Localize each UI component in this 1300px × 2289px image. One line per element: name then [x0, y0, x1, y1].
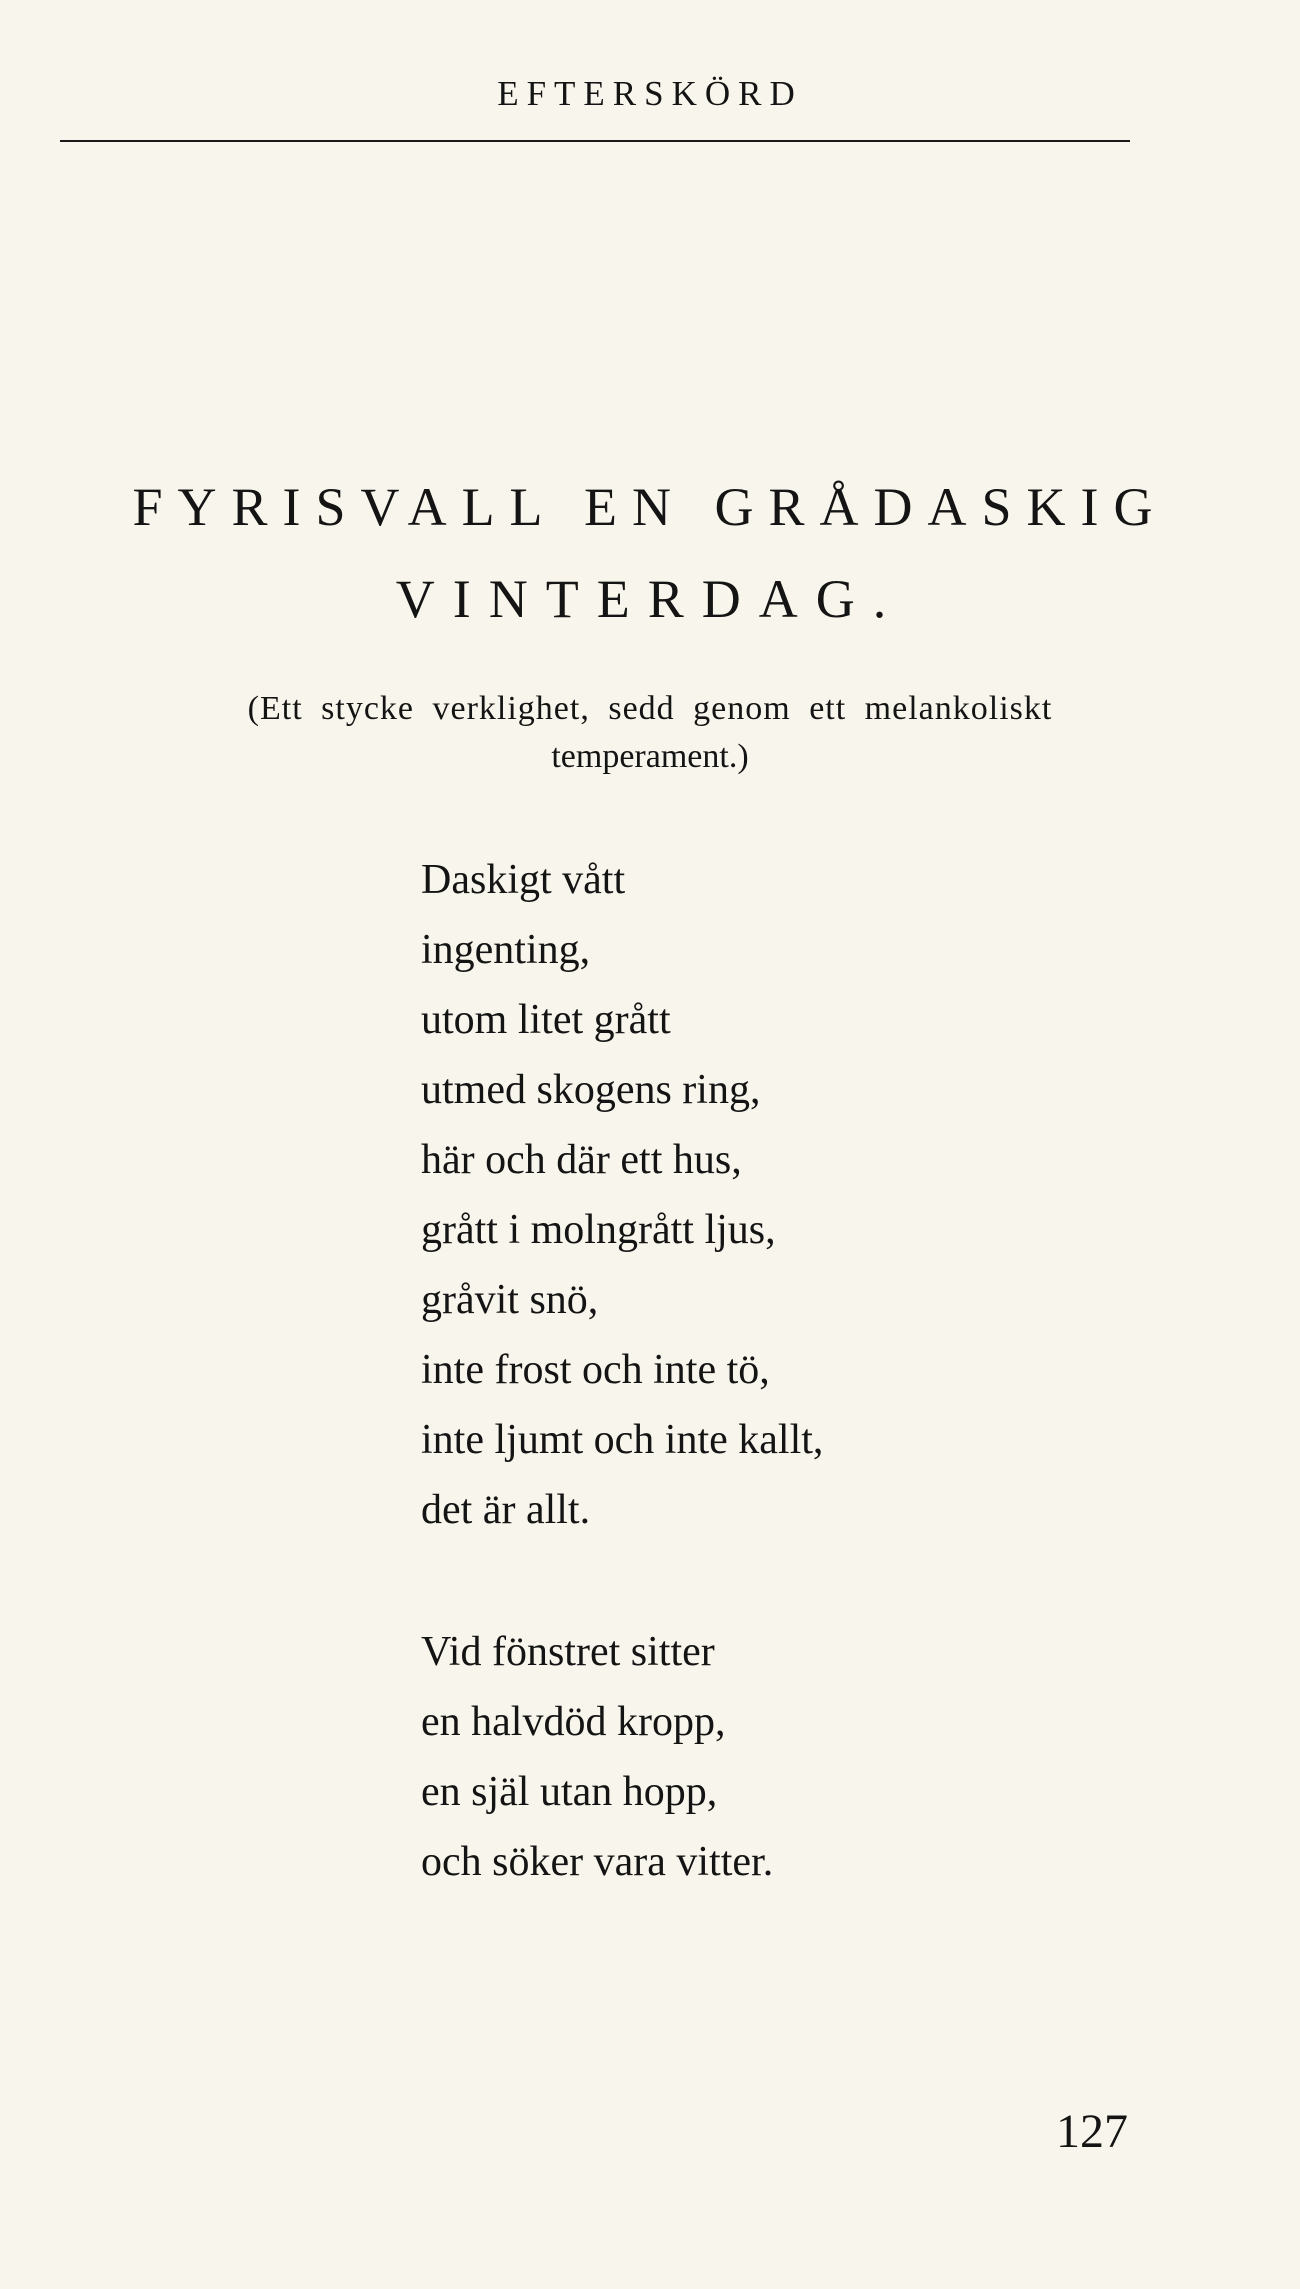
- verse-line: ingenting,: [421, 927, 591, 973]
- verse-line: Vid fönstret sitter: [421, 1629, 715, 1675]
- verse-line: inte ljumt och inte kallt,: [421, 1417, 824, 1463]
- verse-line: inte frost och inte tö,: [421, 1347, 770, 1393]
- verse-line: utmed skogens ring,: [421, 1067, 761, 1113]
- stanza-2: [421, 1617, 773, 1897]
- verse-line: och söker vara vitter.: [421, 1839, 774, 1885]
- verse-line: en halvdöd kropp,: [421, 1699, 726, 1745]
- verse-line: här och där ett hus,: [421, 1137, 742, 1183]
- poem-subtitle-line-2: temperament.): [551, 738, 749, 775]
- header-rule: [60, 140, 1130, 142]
- poem-title-line-2: VINTERDAG.: [395, 569, 905, 629]
- poem-subtitle-line-1: (Ett stycke verklighet, sedd genom ett melankoliskt: [247, 690, 1053, 727]
- poem-title-line-1: FYRISVALL EN GRÅDASKIG: [132, 477, 1168, 537]
- stanza-1: [421, 845, 823, 1545]
- verse-line: Daskigt vått: [421, 857, 626, 903]
- verse-line: utom litet grått: [421, 997, 671, 1043]
- verse-line: det är allt.: [421, 1487, 591, 1533]
- running-head: EFTERSKÖRD: [497, 74, 803, 113]
- page-number: 127: [1056, 2105, 1128, 2158]
- verse-line: gråvit snö,: [421, 1277, 599, 1323]
- verse-line: grått i molngrått ljus,: [421, 1207, 776, 1253]
- verse-line: en själ utan hopp,: [421, 1769, 718, 1815]
